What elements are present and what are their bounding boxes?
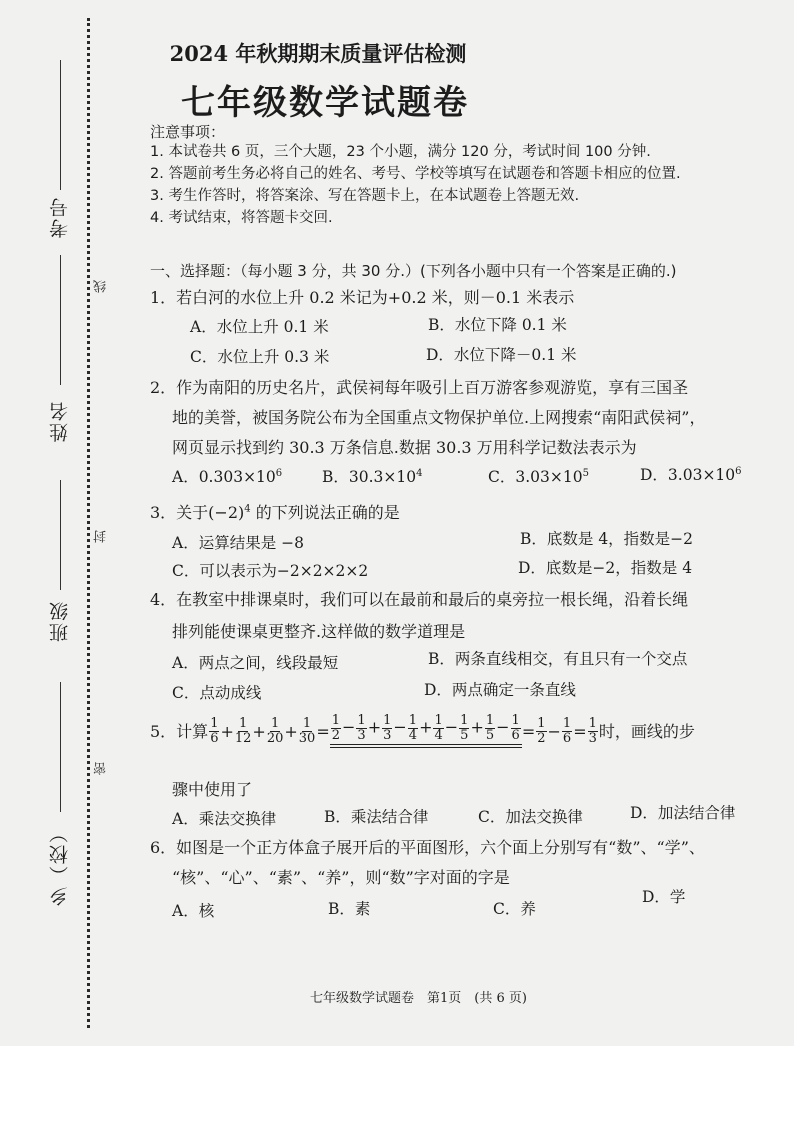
- question-3-option-a: A．运算结果是 −8: [172, 534, 304, 552]
- fraction: $\frac{1}{12}$: [234, 716, 252, 746]
- notice-item-1: 1. 本试卷共 6 页，三个大题，23 个小题，满分 120 分，考试时间 100 分钟.: [150, 144, 651, 160]
- question-6-option-d: D．学: [642, 888, 686, 906]
- class-blank: [60, 480, 61, 590]
- question-5-formula: 5．计算 $\frac{1}{6}$ + $\frac{1}{12}$ + $\frac{1}{20}$ + $\frac{1}{30}$ = $\frac{1}{2}$ − $\frac{1}{3}$ + $\frac{1}{3}$ − $\frac{1}{4}$ + $\frac{1}{4}$ − $\frac{1}{5}$ + $\frac{1}{5}$ − $\frac{1}{6}$ = $\frac{1}{2}$ − $\frac{1}{6}$ = $\frac{1}{3}$ 时，画线的步: [150, 714, 695, 748]
- exam-title: 2024 年秋期期末质量评估检测: [169, 41, 467, 66]
- school-blank: [60, 682, 61, 812]
- fraction: $\frac{1}{20}$: [266, 716, 284, 746]
- question-3-option-b: B．底数是 4，指数是−2: [520, 530, 694, 548]
- notice-item-2: 2. 答题前考生务必将自己的姓名、考号、学校等填写在试题卷和答题卡相应的位置.: [150, 166, 681, 182]
- question-2-option-b: B．$30.3\times 10^4$: [322, 468, 423, 487]
- question-3-option-d: D．底数是−2，指数是 4: [518, 559, 693, 577]
- underlined-step: $\frac{1}{2}$ − $\frac{1}{3}$ + $\frac{1}{3}$ − $\frac{1}{4}$ + $\frac{1}{4}$ − $\frac{1}{5}$ + $\frac{1}{5}$ − $\frac{1}{6}$: [330, 714, 522, 748]
- question-5-option-c: C．加法交换律: [478, 808, 583, 826]
- question-4-option-b: B．两条直线相交，有且只有一个交点: [428, 650, 688, 668]
- question-6-option-c: C．养: [493, 900, 536, 918]
- binding-word-secret: 密: [94, 762, 109, 775]
- notice-item-4: 4. 考试结束，将答题卡交回.: [150, 210, 333, 226]
- question-6-line-2: “核”、“心”、“素”、“养”，则“数”字对面的字是: [172, 868, 510, 887]
- question-2-option-d: D．$3.03\times 10^6$: [640, 466, 742, 485]
- question-2-line-1: 2．作为南阳的历史名片，武侯祠每年吸引上百万游客参观游览，享有三国圣: [150, 378, 689, 397]
- section-heading: 一、选择题：（每小题 3 分，共 30 分.）(下列各小题中只有一个答案是正确的.): [150, 262, 677, 280]
- fraction: $\frac{1}{30}$: [298, 716, 316, 746]
- question-6-option-a: A．核: [172, 902, 215, 920]
- question-5-option-b: B．乘法结合律: [324, 808, 429, 826]
- paper-title: 七年级数学试题卷: [181, 83, 469, 123]
- class-label: 班级: [49, 600, 71, 642]
- question-6-line-1: 6．如图是一个正方体盒子展开后的平面图形，六个面上分别写有“数”、“学”、: [150, 838, 705, 857]
- notice-item-3: 3. 考生作答时，将答案涂、写在答题卡上，在本试题卷上答题无效.: [150, 188, 580, 204]
- question-5-option-a: A．乘法交换律: [172, 810, 277, 828]
- page-footer: 七年级数学试题卷 第1页 (共 6 页): [310, 991, 527, 1006]
- question-5-option-d: D．加法结合律: [630, 804, 736, 822]
- notice-heading: 注意事项：: [150, 123, 226, 141]
- question-1-option-b: B．水位下降 0.1 米: [428, 316, 567, 334]
- question-1-stem: 1．若白河的水位上升 0.2 米记为+0.2 米，则－0.1 米表示: [150, 288, 575, 307]
- question-4-option-d: D．两点确定一条直线: [424, 681, 576, 699]
- question-4-line-1: 4．在教室中排课桌时，我们可以在最前和最后的桌旁拉一根长绳，沿着长绳: [150, 590, 689, 609]
- school-label: 乡（校）: [49, 822, 71, 906]
- question-4-line-2: 排列能使课桌更整齐.这样做的数学道理是: [172, 622, 466, 641]
- exam-no-label: 考号: [49, 196, 71, 238]
- question-1-option-d: D．水位下降－0.1 米: [426, 346, 577, 364]
- question-2-option-c: C．$3.03\times 10^5$: [488, 468, 589, 487]
- question-4-option-a: A．两点之间，线段最短: [172, 654, 339, 672]
- binding-word-seal: 封: [94, 530, 109, 543]
- name-blank: [60, 255, 61, 385]
- question-2-line-3: 网页显示找到约 30.3 万条信息.数据 30.3 万用科学记数法表示为: [172, 438, 637, 457]
- name-label: 姓名: [49, 400, 71, 442]
- question-1-option-c: C．水位上升 0.3 米: [190, 348, 330, 366]
- question-1-option-a: A．水位上升 0.1 米: [190, 318, 329, 336]
- question-3-stem: 3．关于$(-2)^4$ 的下列说法正确的是: [150, 503, 400, 522]
- exam-no-blank: [60, 60, 61, 190]
- question-3-option-c: C．可以表示为−2×2×2×2: [172, 562, 369, 580]
- binding-dotted-line: [87, 18, 90, 1028]
- fraction: $\frac{1}{6}$: [210, 716, 219, 746]
- question-2-option-a: A．$0.303\times 10^6$: [172, 468, 283, 487]
- binding-word-line: 线: [94, 280, 109, 293]
- question-4-option-c: C．点动成线: [172, 684, 262, 702]
- question-6-option-b: B．素: [328, 900, 371, 918]
- question-2-line-2: 地的美誉，被国务院公布为全国重点文物保护单位.上网搜索“南阳武侯祠”，: [172, 408, 706, 427]
- question-5-line-2: 骤中使用了: [172, 780, 253, 799]
